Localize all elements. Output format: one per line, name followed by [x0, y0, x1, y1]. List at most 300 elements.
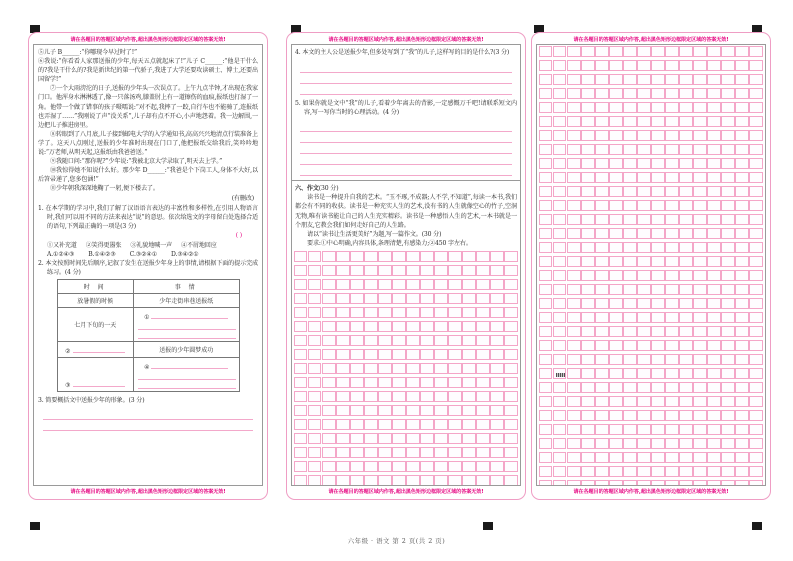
composition-grid-cell[interactable]: [735, 74, 748, 85]
composition-grid-cell[interactable]: [336, 279, 349, 290]
composition-grid-cell[interactable]: [406, 461, 419, 472]
composition-grid-cell[interactable]: [553, 270, 566, 281]
composition-grid-cell[interactable]: [420, 321, 433, 332]
composition-grid-cell[interactable]: [462, 475, 475, 486]
composition-grid-cell[interactable]: [567, 368, 580, 379]
composition-grid-cell[interactable]: [679, 340, 692, 351]
composition-grid-cell[interactable]: [721, 228, 734, 239]
composition-grid-cell[interactable]: [504, 461, 517, 472]
composition-grid-cell[interactable]: [378, 279, 391, 290]
composition-grid-cell[interactable]: [749, 340, 762, 351]
question-1-answer-bracket[interactable]: ( ): [235, 231, 242, 239]
composition-grid-cell[interactable]: [679, 452, 692, 463]
composition-grid-cell[interactable]: [693, 172, 706, 183]
composition-grid-cell[interactable]: [735, 424, 748, 435]
composition-grid-cell[interactable]: [595, 354, 608, 365]
composition-grid-cell[interactable]: [707, 466, 720, 477]
composition-grid-cell[interactable]: [651, 396, 664, 407]
q1-option-b[interactable]: B.①④②③: [88, 250, 116, 258]
composition-grid-cell[interactable]: [581, 74, 594, 85]
composition-grid-cell[interactable]: [553, 410, 566, 421]
composition-grid-cell[interactable]: [693, 74, 706, 85]
composition-grid-cell[interactable]: [595, 46, 608, 57]
composition-grid-cell[interactable]: [322, 293, 335, 304]
composition-grid-cell[interactable]: [476, 363, 489, 374]
composition-grid-cell[interactable]: [595, 410, 608, 421]
question-3-answer-lines[interactable]: [38, 409, 258, 431]
composition-grid-cell[interactable]: [364, 363, 377, 374]
answer-line[interactable]: [300, 73, 512, 84]
composition-grid-cell[interactable]: [539, 200, 552, 211]
composition-grid-cell[interactable]: [567, 424, 580, 435]
answer-line[interactable]: [43, 420, 253, 431]
composition-grid-cell[interactable]: [721, 158, 734, 169]
composition-grid-cell[interactable]: [322, 447, 335, 458]
composition-grid-cell[interactable]: [504, 349, 517, 360]
composition-grid-cell[interactable]: [434, 335, 447, 346]
composition-grid-cell[interactable]: [595, 382, 608, 393]
composition-grid-cell[interactable]: [735, 256, 748, 267]
composition-grid-cell[interactable]: [721, 368, 734, 379]
composition-grid-cell[interactable]: [749, 130, 762, 141]
composition-grid-cell[interactable]: [749, 144, 762, 155]
composition-grid-cell[interactable]: [567, 228, 580, 239]
composition-grid-cell[interactable]: [490, 335, 503, 346]
composition-grid-cell[interactable]: [539, 116, 552, 127]
composition-grid-cell[interactable]: [581, 102, 594, 113]
composition-grid-cell[interactable]: [595, 144, 608, 155]
composition-grid-cell[interactable]: [623, 368, 636, 379]
composition-grid-cell[interactable]: [350, 293, 363, 304]
composition-grid-cell[interactable]: [553, 452, 566, 463]
composition-grid-row[interactable]: [539, 88, 763, 99]
composition-grid-cell[interactable]: [462, 251, 475, 262]
composition-grid-cell[interactable]: [651, 326, 664, 337]
composition-grid-cell[interactable]: [553, 46, 566, 57]
composition-grid-cell[interactable]: [539, 46, 552, 57]
composition-grid-cell[interactable]: [490, 377, 503, 388]
composition-grid-cell[interactable]: [420, 461, 433, 472]
composition-grid-cell[interactable]: [707, 270, 720, 281]
composition-grid-cell[interactable]: [553, 144, 566, 155]
composition-grid-cell[interactable]: [749, 396, 762, 407]
composition-grid-cell[interactable]: [350, 265, 363, 276]
composition-grid-cell[interactable]: [721, 396, 734, 407]
composition-grid-cell[interactable]: [504, 335, 517, 346]
composition-grid-cell[interactable]: [637, 144, 650, 155]
composition-grid-cell[interactable]: [707, 368, 720, 379]
composition-grid-cell[interactable]: [609, 284, 622, 295]
composition-grid-cell[interactable]: [567, 382, 580, 393]
composition-grid-row[interactable]: [294, 321, 518, 332]
composition-grid-cell[interactable]: [448, 447, 461, 458]
composition-grid-cell[interactable]: [609, 158, 622, 169]
composition-grid-cell[interactable]: [567, 60, 580, 71]
composition-grid-cell[interactable]: [693, 298, 706, 309]
composition-grid-cell[interactable]: [420, 363, 433, 374]
composition-grid-cell[interactable]: [581, 256, 594, 267]
composition-grid-row[interactable]: [294, 279, 518, 290]
composition-grid-cell[interactable]: [539, 326, 552, 337]
composition-grid-cell[interactable]: [679, 410, 692, 421]
composition-grid-cell[interactable]: [595, 326, 608, 337]
composition-grid-row[interactable]: [539, 102, 763, 113]
composition-grid-cell[interactable]: [721, 480, 734, 486]
composition-grid-cell[interactable]: [350, 391, 363, 402]
composition-grid-cell[interactable]: [294, 377, 307, 388]
composition-grid-row[interactable]: [294, 405, 518, 416]
composition-grid-cell[interactable]: [308, 461, 321, 472]
composition-grid-cell[interactable]: [665, 452, 678, 463]
composition-grid-cell[interactable]: [595, 438, 608, 449]
composition-grid-cell[interactable]: [665, 382, 678, 393]
composition-grid-cell[interactable]: [651, 312, 664, 323]
composition-grid-cell[interactable]: [504, 447, 517, 458]
composition-grid-cell[interactable]: [693, 102, 706, 113]
composition-grid-cell[interactable]: [462, 391, 475, 402]
composition-grid-cell[interactable]: [553, 466, 566, 477]
composition-grid-cell[interactable]: [539, 144, 552, 155]
composition-grid-row[interactable]: [539, 396, 763, 407]
composition-grid-cell[interactable]: [539, 242, 552, 253]
composition-grid-cell[interactable]: [322, 461, 335, 472]
composition-grid-cell[interactable]: [539, 130, 552, 141]
composition-grid-cell[interactable]: [749, 466, 762, 477]
composition-grid-row[interactable]: [294, 363, 518, 374]
composition-grid-row[interactable]: [539, 368, 763, 379]
composition-grid-cell[interactable]: [749, 158, 762, 169]
composition-grid-row[interactable]: [539, 298, 763, 309]
composition-grid-cell[interactable]: [294, 461, 307, 472]
composition-grid-cell[interactable]: [378, 447, 391, 458]
composition-grid-cell[interactable]: [637, 480, 650, 486]
composition-grid-cell[interactable]: [623, 382, 636, 393]
composition-grid-cell[interactable]: [721, 172, 734, 183]
composition-grid-cell[interactable]: [490, 307, 503, 318]
composition-grid-cell[interactable]: [637, 396, 650, 407]
composition-grid-cell[interactable]: [378, 461, 391, 472]
composition-grid-cell[interactable]: [336, 461, 349, 472]
composition-grid-cell[interactable]: [539, 214, 552, 225]
composition-grid-cell[interactable]: [448, 349, 461, 360]
composition-grid-cell[interactable]: [623, 354, 636, 365]
composition-grid-cell[interactable]: [707, 102, 720, 113]
composition-grid-cell[interactable]: [721, 382, 734, 393]
composition-grid-cell[interactable]: [553, 326, 566, 337]
composition-grid-cell[interactable]: [595, 172, 608, 183]
composition-grid-cell[interactable]: [665, 298, 678, 309]
composition-grid-cell[interactable]: [350, 307, 363, 318]
composition-grid-cell[interactable]: [749, 116, 762, 127]
composition-grid-cell[interactable]: [294, 251, 307, 262]
composition-grid-cell[interactable]: [651, 74, 664, 85]
composition-grid-cell[interactable]: [679, 102, 692, 113]
composition-grid-cell[interactable]: [504, 251, 517, 262]
composition-grid-cell[interactable]: [693, 438, 706, 449]
composition-grid-cell[interactable]: [581, 452, 594, 463]
composition-grid-cell[interactable]: [567, 354, 580, 365]
composition-grid-cell[interactable]: [609, 60, 622, 71]
answer-line[interactable]: [43, 409, 253, 420]
composition-grid-cell[interactable]: [707, 326, 720, 337]
composition-grid-cell[interactable]: [567, 158, 580, 169]
composition-grid-cell[interactable]: [749, 438, 762, 449]
composition-grid-cell[interactable]: [707, 228, 720, 239]
composition-grid-row[interactable]: [539, 326, 763, 337]
composition-grid-cell[interactable]: [665, 480, 678, 486]
composition-grid-cell[interactable]: [679, 158, 692, 169]
composition-grid-cell[interactable]: [553, 312, 566, 323]
answer-line[interactable]: [300, 165, 512, 176]
composition-grid-cell[interactable]: [609, 396, 622, 407]
composition-grid-cell[interactable]: [679, 270, 692, 281]
composition-grid-cell[interactable]: [553, 228, 566, 239]
composition-grid-cell[interactable]: [595, 130, 608, 141]
composition-grid-cell[interactable]: [707, 480, 720, 486]
composition-grid-cell[interactable]: [679, 116, 692, 127]
composition-grid-cell[interactable]: [392, 279, 405, 290]
composition-grid-cell[interactable]: [665, 312, 678, 323]
composition-grid-cell[interactable]: [420, 405, 433, 416]
composition-grid-cell[interactable]: [609, 270, 622, 281]
composition-grid-cell[interactable]: [595, 340, 608, 351]
composition-grid-cell[interactable]: [665, 410, 678, 421]
composition-grid-cell[interactable]: [308, 475, 321, 486]
composition-grid-cell[interactable]: [504, 433, 517, 444]
composition-grid-cell[interactable]: [609, 228, 622, 239]
answer-region-left[interactable]: [33, 44, 263, 486]
composition-grid-cell[interactable]: [721, 354, 734, 365]
composition-grid-cell[interactable]: [623, 452, 636, 463]
composition-grid-cell[interactable]: [609, 172, 622, 183]
composition-grid-cell[interactable]: [539, 466, 552, 477]
composition-grid-cell[interactable]: [721, 340, 734, 351]
composition-grid-cell[interactable]: [294, 307, 307, 318]
composition-grid-cell[interactable]: [392, 349, 405, 360]
composition-grid-cell[interactable]: [553, 130, 566, 141]
composition-grid-cell[interactable]: [609, 242, 622, 253]
composition-grid-cell[interactable]: [567, 88, 580, 99]
composition-grid-cell[interactable]: [707, 256, 720, 267]
composition-grid-cell[interactable]: [595, 452, 608, 463]
composition-grid-cell[interactable]: [665, 396, 678, 407]
composition-grid-cell[interactable]: [707, 452, 720, 463]
composition-grid-cell[interactable]: [336, 335, 349, 346]
composition-grid-cell[interactable]: [693, 312, 706, 323]
composition-grid-cell[interactable]: [406, 363, 419, 374]
composition-grid-cell[interactable]: [679, 46, 692, 57]
composition-grid-row[interactable]: [539, 214, 763, 225]
composition-grid-cell[interactable]: [539, 88, 552, 99]
composition-grid-cell[interactable]: [476, 307, 489, 318]
composition-grid-cell[interactable]: [651, 158, 664, 169]
composition-grid-cell[interactable]: [406, 321, 419, 332]
composition-grid-cell[interactable]: [735, 46, 748, 57]
composition-grid-cell[interactable]: [490, 447, 503, 458]
composition-grid-cell[interactable]: [490, 279, 503, 290]
composition-grid-cell[interactable]: [595, 298, 608, 309]
composition-grid-row[interactable]: [539, 130, 763, 141]
composition-grid-row[interactable]: [539, 158, 763, 169]
composition-grid-cell[interactable]: [735, 284, 748, 295]
composition-grid-cell[interactable]: [476, 265, 489, 276]
composition-grid-cell[interactable]: [350, 377, 363, 388]
composition-grid-cell[interactable]: [308, 349, 321, 360]
composition-grid-cell[interactable]: [721, 410, 734, 421]
composition-grid-cell[interactable]: [406, 265, 419, 276]
composition-grid-cell[interactable]: [476, 433, 489, 444]
composition-grid-cell[interactable]: [406, 433, 419, 444]
composition-grid-cell[interactable]: [448, 363, 461, 374]
table-row[interactable]: [57, 342, 239, 358]
composition-grid-cell[interactable]: [308, 391, 321, 402]
composition-grid-cell[interactable]: [735, 354, 748, 365]
composition-grid-cell[interactable]: [322, 265, 335, 276]
composition-grid-cell[interactable]: [462, 265, 475, 276]
answer-line[interactable]: [300, 121, 512, 132]
composition-grid-cell[interactable]: [707, 116, 720, 127]
composition-grid-cell[interactable]: [609, 382, 622, 393]
composition-grid-cell[interactable]: [595, 228, 608, 239]
answer-line[interactable]: [300, 84, 512, 95]
composition-grid-cell[interactable]: [378, 251, 391, 262]
composition-grid-cell[interactable]: [651, 200, 664, 211]
composition-grid-cell[interactable]: [308, 363, 321, 374]
composition-grid-cell[interactable]: [434, 251, 447, 262]
composition-grid-cell[interactable]: [595, 200, 608, 211]
composition-grid-cell[interactable]: [749, 270, 762, 281]
composition-grid-cell[interactable]: [693, 60, 706, 71]
composition-grid-cell[interactable]: [595, 242, 608, 253]
composition-grid-cell[interactable]: [665, 158, 678, 169]
composition-grid-cell[interactable]: [749, 480, 762, 486]
composition-grid-cell[interactable]: [679, 144, 692, 155]
composition-grid-row[interactable]: [294, 293, 518, 304]
composition-grid-cell[interactable]: [350, 363, 363, 374]
answer-region-right[interactable]: [536, 44, 766, 486]
composition-grid-cell[interactable]: [679, 354, 692, 365]
composition-grid-cell[interactable]: [553, 200, 566, 211]
composition-grid-cell[interactable]: [637, 340, 650, 351]
composition-grid-cell[interactable]: [294, 293, 307, 304]
composition-grid-cell[interactable]: [665, 200, 678, 211]
composition-grid-cell[interactable]: [623, 410, 636, 421]
composition-grid-cell[interactable]: [581, 228, 594, 239]
composition-grid-cell[interactable]: [623, 116, 636, 127]
composition-grid-cell[interactable]: [539, 228, 552, 239]
composition-grid-cell[interactable]: [735, 298, 748, 309]
composition-grid-cell[interactable]: [336, 475, 349, 486]
composition-grid-cell[interactable]: [553, 102, 566, 113]
composition-grid-cell[interactable]: [595, 60, 608, 71]
composition-grid-cell[interactable]: [693, 340, 706, 351]
composition-grid-cell[interactable]: [735, 326, 748, 337]
composition-grid-cell[interactable]: [735, 270, 748, 281]
question-4-answer-lines[interactable]: [295, 62, 517, 95]
composition-grid-cell[interactable]: [420, 279, 433, 290]
composition-grid-cell[interactable]: [490, 405, 503, 416]
composition-grid-cell[interactable]: [609, 326, 622, 337]
composition-grid-cell[interactable]: [623, 284, 636, 295]
composition-grid-cell[interactable]: [651, 130, 664, 141]
composition-grid-cell[interactable]: [364, 377, 377, 388]
composition-grid-cell[interactable]: [539, 438, 552, 449]
composition-grid-cell[interactable]: [539, 480, 552, 486]
composition-grid-cell[interactable]: [350, 251, 363, 262]
composition-grid-cell[interactable]: [406, 307, 419, 318]
composition-grid-cell[interactable]: [364, 475, 377, 486]
composition-grid-cell[interactable]: [749, 298, 762, 309]
composition-grid-cell[interactable]: [651, 256, 664, 267]
composition-grid-cell[interactable]: [595, 284, 608, 295]
composition-grid-row[interactable]: [539, 186, 763, 197]
table-row[interactable]: [57, 308, 239, 342]
composition-grid-cell[interactable]: [637, 214, 650, 225]
composition-grid-cell[interactable]: [693, 480, 706, 486]
composition-grid-cell[interactable]: [567, 130, 580, 141]
composition-grid-cell[interactable]: [679, 256, 692, 267]
composition-grid-cell[interactable]: [735, 438, 748, 449]
composition-grid-cell[interactable]: [735, 466, 748, 477]
composition-grid-cell[interactable]: [595, 214, 608, 225]
composition-grid-cell[interactable]: [735, 60, 748, 71]
composition-grid-cell[interactable]: [504, 321, 517, 332]
cell-time-4-blank[interactable]: [57, 358, 133, 392]
composition-grid-cell[interactable]: [294, 391, 307, 402]
composition-grid-cell[interactable]: [553, 214, 566, 225]
composition-grid-cell[interactable]: [490, 391, 503, 402]
composition-grid-cell[interactable]: [735, 382, 748, 393]
composition-grid-cell[interactable]: [539, 172, 552, 183]
composition-grid-cell[interactable]: [581, 284, 594, 295]
composition-grid-cell[interactable]: [665, 144, 678, 155]
composition-grid-cell[interactable]: [651, 144, 664, 155]
composition-grid-cell[interactable]: [693, 256, 706, 267]
composition-grid-cell[interactable]: [609, 46, 622, 57]
composition-grid-cell[interactable]: [462, 279, 475, 290]
composition-grid-cell[interactable]: [693, 396, 706, 407]
composition-grid-cell[interactable]: [665, 284, 678, 295]
composition-grid-cell[interactable]: [665, 228, 678, 239]
composition-grid-cell[interactable]: [637, 46, 650, 57]
composition-grid-cell[interactable]: [665, 102, 678, 113]
composition-grid-cell[interactable]: [749, 186, 762, 197]
composition-grid-cell[interactable]: [476, 391, 489, 402]
composition-grid-cell[interactable]: [665, 46, 678, 57]
q1-option-c[interactable]: C.③②④①: [129, 250, 158, 258]
composition-grid-cell[interactable]: [539, 368, 552, 379]
composition-grid-cell[interactable]: [749, 46, 762, 57]
composition-grid-cell[interactable]: [679, 466, 692, 477]
composition-grid-cell[interactable]: [637, 466, 650, 477]
composition-grid-cell[interactable]: [539, 424, 552, 435]
composition-grid-cell[interactable]: [434, 461, 447, 472]
composition-grid-cell[interactable]: [294, 335, 307, 346]
composition-grid-cell[interactable]: [392, 447, 405, 458]
composition-grid-cell[interactable]: [679, 172, 692, 183]
composition-grid-cell[interactable]: [308, 265, 321, 276]
composition-grid-cell[interactable]: [392, 335, 405, 346]
composition-grid-cell[interactable]: [609, 74, 622, 85]
composition-grid-cell[interactable]: [721, 88, 734, 99]
composition-grid-cell[interactable]: [707, 354, 720, 365]
composition-grid-cell[interactable]: [504, 391, 517, 402]
composition-grid-cell[interactable]: [294, 405, 307, 416]
composition-grid-cell[interactable]: [595, 368, 608, 379]
composition-grid-row[interactable]: [539, 438, 763, 449]
composition-grid-cell[interactable]: [595, 480, 608, 486]
composition-grid-cell[interactable]: [462, 349, 475, 360]
